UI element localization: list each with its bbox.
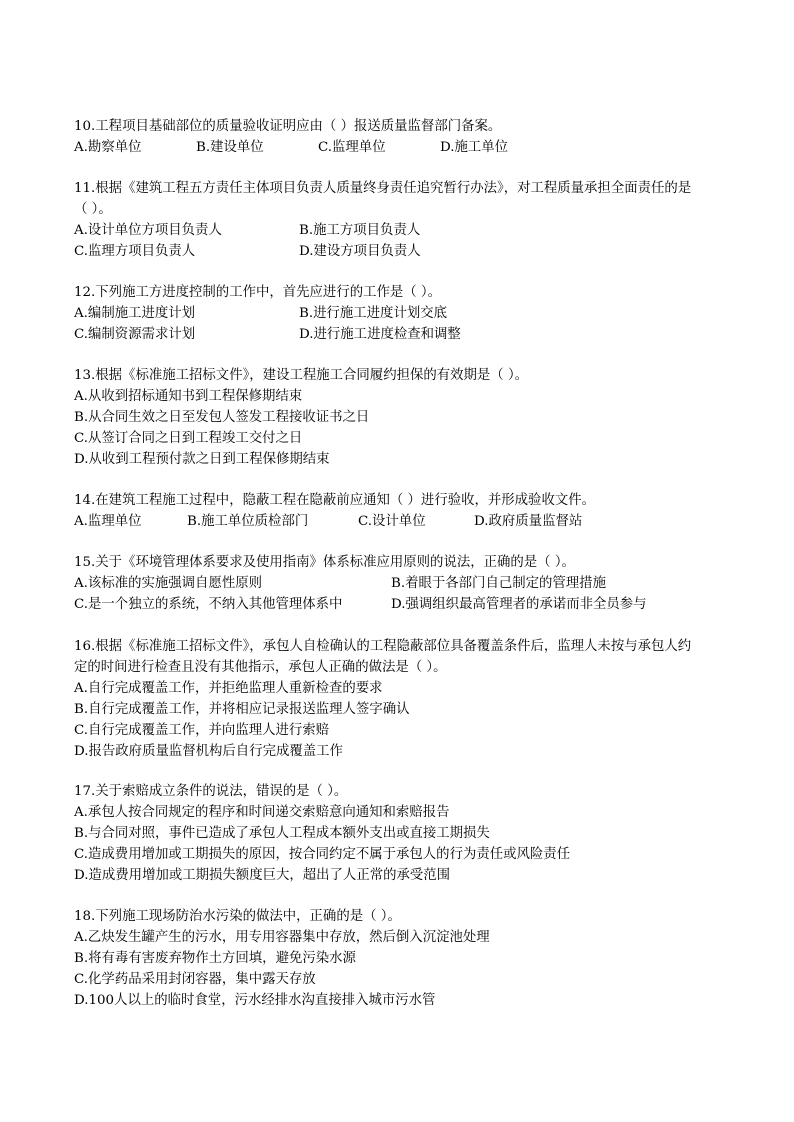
question-stem: 10.工程项目基础部位的质量验收证明应由（ ）报送质量监督部门备案。 bbox=[74, 119, 502, 134]
option-b: B.建设单位 bbox=[196, 140, 264, 155]
options-row bbox=[74, 720, 724, 741]
option-c: C.自行完成覆盖工作，并向监理人进行索赔 bbox=[74, 723, 330, 738]
question-11 bbox=[74, 178, 724, 262]
question-stem-line-1: 11.根据《建筑工程五方责任主体项目负责人质量终身责任追究暂行办法》，对工程质量承担全面责任的是 bbox=[74, 181, 692, 196]
option-b: B.与合同对照，事件已造成了承包人工程成本额外支出或直接工期损失 bbox=[74, 826, 490, 841]
option-c: C.监理单位 bbox=[318, 140, 386, 155]
option-d: D.进行施工进度检查和调整 bbox=[299, 327, 461, 342]
question-stem: 14.在建筑工程施工过程中，隐蔽工程在隐蔽前应通知（ ）进行验收，并形成验收文件。 bbox=[74, 493, 596, 508]
options-row bbox=[74, 241, 724, 262]
option-a: A.从收到招标通知书到工程保修期结束 bbox=[74, 389, 303, 404]
question-13 bbox=[74, 365, 724, 470]
option-b: B.从合同生效之日至发包人签发工程接收证书之日 bbox=[74, 410, 370, 425]
option-c: C.编制资源需求计划 bbox=[74, 327, 196, 342]
option-b: B.着眼于各部门自己制定的管理措施 bbox=[391, 576, 606, 591]
option-c: C.是一个独立的系统，不纳入其他管理体系中 bbox=[74, 597, 343, 612]
option-d: D.从收到工程预付款之日到工程保修期结束 bbox=[74, 452, 330, 467]
option-d: D.建设方项目负责人 bbox=[299, 244, 421, 259]
option-a: A.该标准的实施强调自愿性原则 bbox=[74, 576, 263, 591]
options-row bbox=[74, 927, 724, 948]
options-row bbox=[74, 407, 724, 428]
option-a: A.勘察单位 bbox=[74, 140, 142, 155]
options-row bbox=[74, 699, 724, 720]
option-d: D.施工单位 bbox=[440, 140, 509, 155]
option-a: A.编制施工进度计划 bbox=[74, 306, 196, 321]
options-row bbox=[74, 865, 724, 886]
question-stem-line-2: 定的时间进行检查且没有其他指示，承包人正确的做法是（ ）。 bbox=[74, 660, 447, 675]
options-row bbox=[74, 594, 724, 615]
question-14 bbox=[74, 490, 724, 532]
options-row bbox=[74, 678, 724, 699]
question-12 bbox=[74, 282, 724, 345]
question-stem: 12.下列施工方进度控制的工作中，首先应进行的工作是（ ）。 bbox=[74, 285, 442, 300]
option-c: C.设计单位 bbox=[358, 514, 426, 529]
options-row bbox=[74, 844, 724, 865]
options-row bbox=[74, 741, 724, 762]
option-c: C.化学药品采用封闭容器，集中露天存放 bbox=[74, 972, 316, 987]
option-b: B.将有毒有害废弃物作土方回填，避免污染水源 bbox=[74, 951, 356, 966]
question-10 bbox=[74, 116, 724, 158]
option-c: C.从签订合同之日到工程竣工交付之日 bbox=[74, 431, 303, 446]
question-stem: 17.关于索赔成立条件的说法，错误的是（ ）。 bbox=[74, 784, 348, 799]
question-stem: 13.根据《标准施工招标文件》，建设工程施工合同履约担保的有效期是（ ）。 bbox=[74, 368, 529, 383]
question-15 bbox=[74, 552, 724, 615]
options-row bbox=[74, 137, 724, 158]
options-row bbox=[74, 324, 724, 345]
question-stem: 18.下列施工现场防治水污染的做法中，正确的是（ ）。 bbox=[74, 909, 401, 924]
options-row bbox=[74, 573, 724, 594]
option-b: B.自行完成覆盖工作，并将相应记录报送监理人签字确认 bbox=[74, 702, 410, 717]
option-b: B.施工方项目负责人 bbox=[299, 223, 421, 238]
option-d: D.报告政府质量监督机构后自行完成覆盖工作 bbox=[74, 744, 343, 759]
option-a: A.设计单位方项目负责人 bbox=[74, 223, 222, 238]
question-17 bbox=[74, 781, 724, 886]
option-a: A.承包人按合同规定的程序和时间递交索赔意向通知和索赔报告 bbox=[74, 805, 450, 820]
options-row bbox=[74, 511, 724, 532]
option-a: A.监理单位 bbox=[74, 514, 142, 529]
options-row bbox=[74, 428, 724, 449]
options-row bbox=[74, 802, 724, 823]
options-row bbox=[74, 823, 724, 844]
options-row bbox=[74, 969, 724, 990]
option-d: D.100人以上的临时食堂，污水经排水沟直接排入城市污水管 bbox=[74, 993, 436, 1008]
option-d: D.造成费用增加或工期损失额度巨大，超出了人正常的承受范围 bbox=[74, 868, 451, 883]
option-a: A.自行完成覆盖工作，并拒绝监理人重新检查的要求 bbox=[74, 681, 383, 696]
question-16 bbox=[74, 636, 724, 762]
option-c: C.监理方项目负责人 bbox=[74, 244, 196, 259]
option-a: A.乙炔发生罐产生的污水，用专用容器集中存放，然后倒入沉淀池处理 bbox=[74, 930, 490, 945]
question-stem: 15.关于《环境管理体系要求及使用指南》体系标准应用原则的说法，正确的是（ ）。 bbox=[74, 555, 575, 570]
option-b: B.进行施工进度计划交底 bbox=[299, 306, 448, 321]
option-d: D.强调组织最高管理者的承诺而非全员参与 bbox=[391, 597, 647, 612]
options-row bbox=[74, 386, 724, 407]
options-row bbox=[74, 948, 724, 969]
question-18 bbox=[74, 906, 724, 1011]
options-row bbox=[74, 990, 724, 1011]
option-c: C.造成费用增加或工期损失的原因，按合同约定不属于承包人的行为责任或风险责任 bbox=[74, 847, 571, 862]
option-b: B.施工单位质检部门 bbox=[187, 514, 309, 529]
option-d: D.政府质量监督站 bbox=[474, 514, 583, 529]
question-stem-line-1: 16.根据《标准施工招标文件》，承包人自检确认的工程隐蔽部位具备覆盖条件后，监理人未按与承包人约 bbox=[74, 639, 692, 654]
options-row bbox=[74, 303, 724, 324]
options-row bbox=[74, 449, 724, 470]
question-stem-line-2: （ ）。 bbox=[74, 202, 112, 217]
options-row bbox=[74, 220, 724, 241]
